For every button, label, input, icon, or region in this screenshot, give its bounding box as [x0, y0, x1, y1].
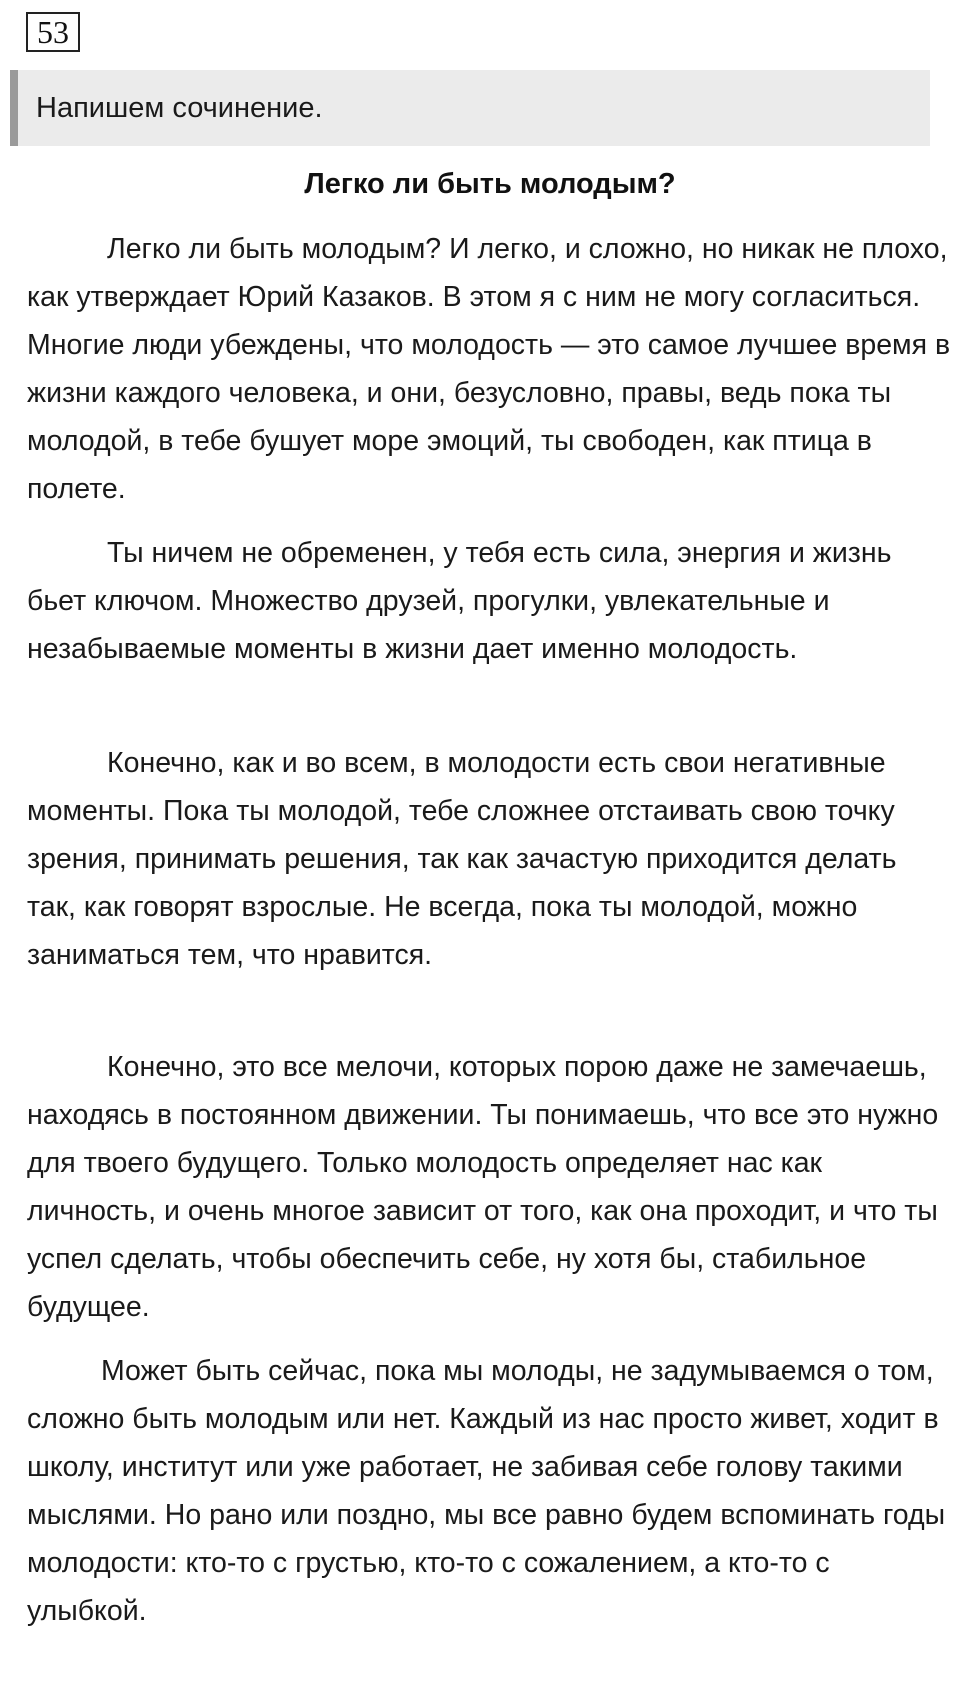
essay-title: Легко ли быть молодым? [304, 168, 676, 200]
essay-paragraph-1: Легко ли быть молодым? И легко, и сложно, но никак не плохо, как утверждает Юрий Казаков. В этом я с ним не могу согласиться. Многие люди убеждены, что молодость — это самое лучшее время в жизни каждого человека, и они, безусловно, правы, ведь пока ты молодой, в тебе бушует море эмоций, ты свободен, как птица в полете. [27, 233, 951, 505]
essay-paragraph-5: Может быть сейчас, пока мы молоды, не задумываемся о том, сложно быть молодым или нет. Каждый из нас просто живет, ходит в школу, институт или уже работает, не забивая себе голову такими мыслями. Но рано или поздно, мы все равно будем вспоминать годы молодости: кто-то с грустью, кто-то с сожалением, а кто-то с улыбкой. [27, 1355, 946, 1627]
essay-paragraph-3: Конечно, как и во всем, в молодости есть свои негативные моменты. Пока ты молодой, тебе сложнее отстаивать свою точку зрения, принимать решения, так как зачастую приходится делать так, как говорят взрослые. Не всегда, пока ты молодой, можно заниматься тем, что нравится. [27, 747, 897, 971]
page-number-box: 53 [26, 12, 80, 52]
task-label: Напишем сочинение. [36, 92, 323, 124]
task-banner [10, 70, 930, 146]
essay-paragraph-2: Ты ничем не обременен, у тебя есть сила, энергия и жизнь бьет ключом. Множество друзей, прогулки, увлекательные и незабываемые моменты в жизни дает именно молодость. [27, 537, 892, 665]
essay-paragraph-4: Конечно, это все мелочи, которых порою даже не замечаешь, находясь в постоянном движении. Ты понимаешь, что все это нужно для твоего будущего. Только молодость определяет нас как личность, и очень многое зависит от того, как она проходит, и что ты успел сделать, чтобы обеспечить себе, ну хотя бы, стабильное будущее. [27, 1051, 939, 1323]
